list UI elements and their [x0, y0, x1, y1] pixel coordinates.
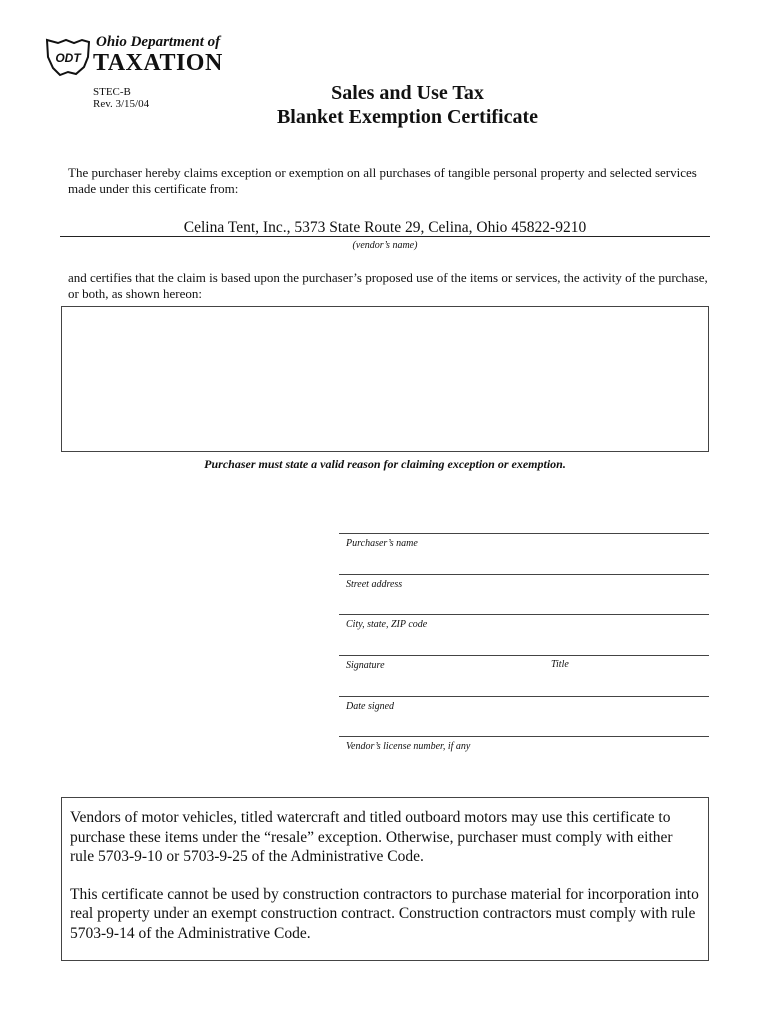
form-code: STEC-B	[93, 86, 131, 98]
city-state-zip-field[interactable]	[339, 614, 709, 630]
form-code-block	[93, 86, 149, 110]
title-caption: Title	[551, 659, 569, 670]
notice-box	[61, 797, 709, 961]
purchaser-name-field[interactable]	[339, 533, 709, 549]
form-title-line1: Sales and Use Tax	[331, 82, 484, 104]
field-caption: Purchaser’s name	[346, 538, 418, 549]
field-caption: Date signed	[346, 701, 395, 712]
reason-note: Purchaser must state a valid reason for claiming exception or exemption.	[204, 457, 566, 471]
field-caption: Vendor’s license number, if any	[346, 741, 471, 752]
certifies-paragraph: and certifies that the claim is based upon the purchaser’s proposed use of the items or services, the activity of the purchase, or both, as shown hereon:	[68, 270, 708, 301]
department-taxation: TAXATION	[93, 50, 223, 76]
vendor-underline	[60, 236, 710, 237]
logo-text: ODT	[55, 51, 81, 65]
vendor-name-field[interactable]: Celina Tent, Inc., 5373 State Route 29, Celina, Ohio 45822-9210	[183, 219, 587, 236]
signature-field[interactable]	[339, 655, 709, 671]
ohio-state-logo	[44, 37, 92, 77]
date-signed-field[interactable]	[339, 696, 709, 712]
street-address-field[interactable]	[339, 574, 709, 590]
department-name: Ohio Department of	[96, 34, 221, 50]
notice-motor-vehicles: Vendors of motor vehicles, titled watercraft and titled outboard motors may use this certificate to purchase these items under the “resale” exception. Otherwise, purchaser must comply with either rule 5703-9-10 or 5703-9-25 of the Administrative Code.	[70, 809, 673, 865]
form-title-line2: Blanket Exemption Certificate	[276, 106, 539, 128]
vendor-license-field[interactable]	[339, 736, 709, 752]
notice-construction-contractors: This certificate cannot be used by construction contractors to purchase material for incorporation into real property under an exempt construction contract. Construction contractors must comply with rule 5703-9-14 of the Administrative Code.	[70, 885, 699, 942]
intro-paragraph: The purchaser hereby claims exception or exemption on all purchases of tangible personal property and selected services made under this certificate from:	[68, 165, 697, 196]
exemption-reason-field[interactable]	[61, 306, 709, 452]
field-caption: Signature	[346, 660, 385, 671]
ohio-outline-icon	[44, 37, 92, 77]
vendor-caption: (vendor’s name)	[352, 240, 418, 251]
form-revision: Rev. 3/15/04	[93, 98, 150, 110]
field-caption: Street address	[346, 579, 403, 590]
field-caption: City, state, ZIP code	[346, 619, 428, 630]
